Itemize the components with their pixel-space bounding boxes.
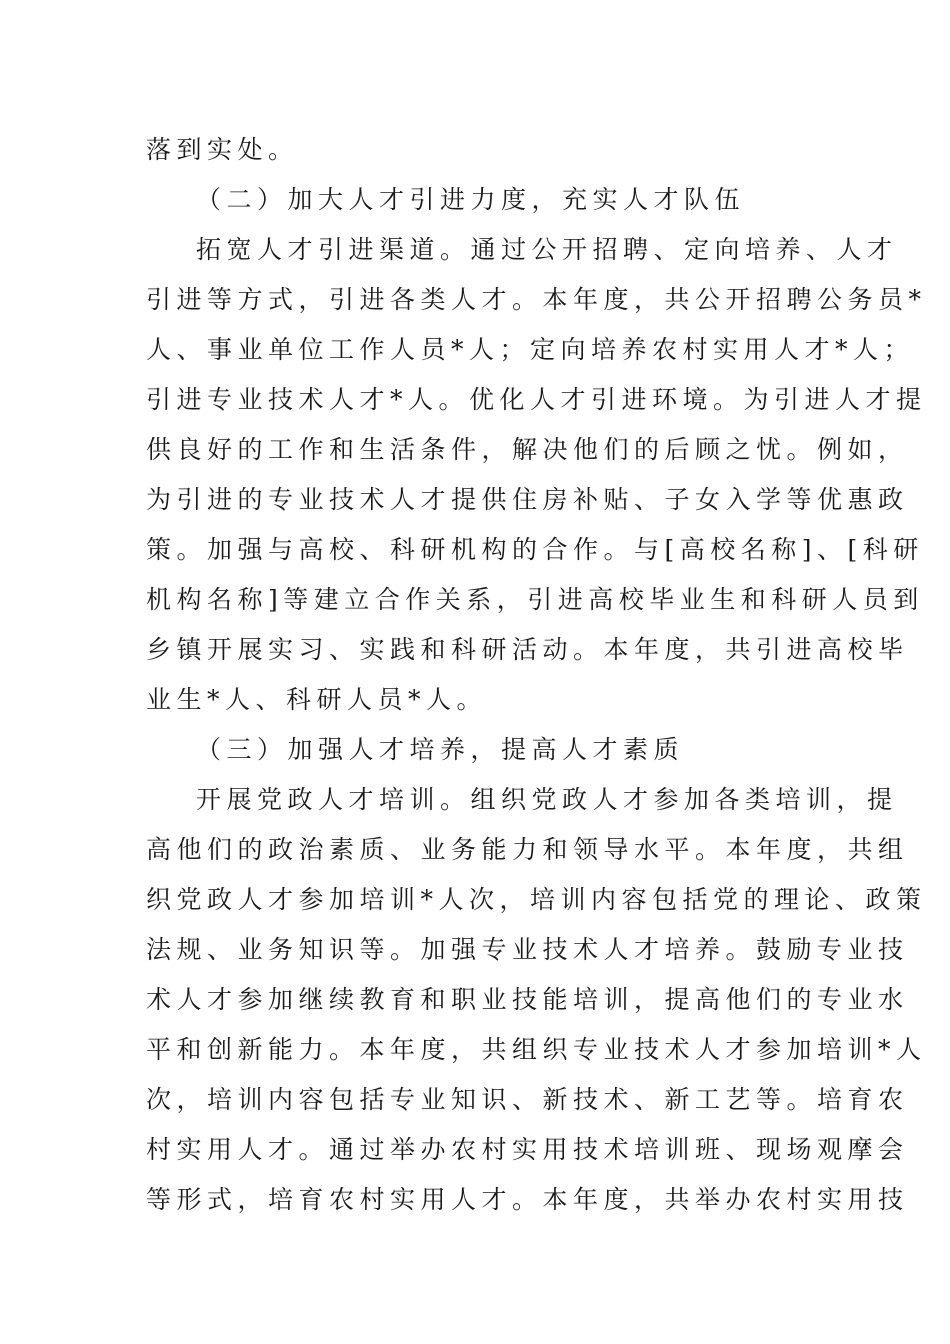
paragraph-line: 引进等方式，引进各类人才。本年度，共公开招聘公务员* [146,285,927,314]
paragraph-line: 开展党政人才培训。组织党政人才参加各类培训，提 [196,785,898,814]
paragraph-line: 平和创新能力。本年度，共组织专业技术人才参加培训*人 [146,1035,927,1064]
paragraph-line: 法规、业务知识等。加强专业技术人才培养。鼓励专业技 [146,935,909,964]
paragraph-line: 供良好的工作和生活条件，解决他们的后顾之忧。例如， [146,435,909,464]
paragraph-line: 拓宽人才引进渠道。通过公开招聘、定向培养、人才 [196,235,898,264]
paragraph-line: 引进专业技术人才*人。优化人才引进环境。为引进人才提 [146,385,927,414]
paragraph-line: 业生*人、科研人员*人。 [146,685,488,714]
paragraph-line: 高他们的政治素质、业务能力和领导水平。本年度，共组 [146,835,909,864]
paragraph-line: 村实用人才。通过举办农村实用技术培训班、现场观摩会 [146,1135,909,1164]
paragraph-line: 织党政人才参加培训*人次，培训内容包括党的理论、政策 [146,885,927,914]
paragraph-line: 术人才参加继续教育和职业技能培训，提高他们的专业水 [146,985,909,1014]
paragraph-line: 人、事业单位工作人员*人；定向培养农村实用人才*人； [146,335,915,364]
section-heading: （三）加强人才培养，提高人才素质 [196,735,685,764]
paragraph-line: 为引进的专业技术人才提供住房补贴、子女入学等优惠政 [146,485,909,514]
paragraph-line: 次，培训内容包括专业知识、新技术、新工艺等。培育农 [146,1085,909,1114]
section-heading: （二）加大人才引进力度，充实人才队伍 [196,185,746,214]
paragraph-line: 策。加强与高校、科研机构的合作。与[高校名称]、[科研 [146,535,924,564]
paragraph-line: 等形式，培育农村实用人才。本年度，共举办农村实用技 [146,1185,909,1214]
paragraph-line: 乡镇开展实习、实践和科研活动。本年度，共引进高校毕 [146,635,909,664]
paragraph-line: 落到实处。 [146,135,299,164]
paragraph-line: 机构名称]等建立合作关系，引进高校毕业生和科研人员到 [146,585,924,614]
